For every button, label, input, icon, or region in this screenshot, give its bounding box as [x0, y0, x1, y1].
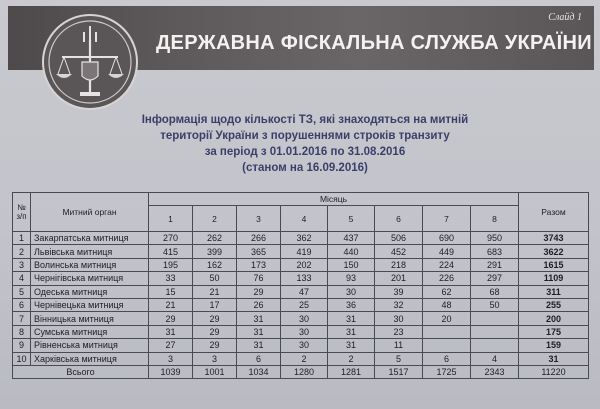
month-value-cell: 4	[471, 352, 519, 365]
month-value-cell: 50	[193, 272, 237, 285]
transit-violations-table	[12, 192, 589, 379]
row-number-cell: 4	[13, 272, 31, 285]
month-total-cell: 1517	[375, 365, 423, 378]
row-total-cell: 1109	[519, 272, 589, 285]
table-row	[13, 258, 589, 271]
month-value-cell: 291	[471, 258, 519, 271]
table-row	[13, 339, 589, 352]
month-total-cell: 1034	[237, 365, 281, 378]
month-value-cell: 62	[423, 285, 471, 298]
month-header: 5	[328, 206, 375, 232]
month-total-cell: 1039	[149, 365, 193, 378]
month-value-cell: 30	[328, 285, 375, 298]
month-value-cell: 30	[375, 312, 423, 325]
month-value-cell: 226	[423, 272, 471, 285]
month-value-cell: 31	[328, 312, 375, 325]
month-value-cell: 3	[193, 352, 237, 365]
agency-title: ДЕРЖАВНА ФІСКАЛЬНА СЛУЖБА УКРАЇНИ	[156, 32, 592, 54]
table-row	[13, 325, 589, 338]
month-value-cell: 31	[237, 339, 281, 352]
month-value-cell: 440	[328, 245, 375, 258]
month-value-cell: 31	[237, 312, 281, 325]
month-value-cell: 39	[375, 285, 423, 298]
month-value-cell: 29	[193, 312, 237, 325]
month-value-cell: 30	[281, 339, 328, 352]
month-value-cell: 162	[193, 258, 237, 271]
table-row	[13, 298, 589, 311]
month-header: 1	[149, 206, 193, 232]
month-total-cell: 1001	[193, 365, 237, 378]
row-total-cell: 175	[519, 325, 589, 338]
month-header: 8	[471, 206, 519, 232]
row-total-cell: 3743	[519, 232, 589, 245]
month-value-cell	[471, 325, 519, 338]
row-total-cell: 31	[519, 352, 589, 365]
month-header: 4	[281, 206, 328, 232]
month-value-cell: 31	[328, 339, 375, 352]
month-header: 7	[423, 206, 471, 232]
month-value-cell: 365	[237, 245, 281, 258]
month-value-cell: 30	[281, 312, 328, 325]
month-value-cell: 950	[471, 232, 519, 245]
customs-office-cell: Вінницька митниця	[31, 312, 149, 325]
row-total-cell: 1615	[519, 258, 589, 271]
month-value-cell: 2	[281, 352, 328, 365]
total-label: Всього	[13, 365, 149, 378]
row-number-cell: 2	[13, 245, 31, 258]
table-row	[13, 285, 589, 298]
col-header-num: № з/п	[13, 193, 31, 232]
col-header-month: Місяць	[149, 193, 519, 206]
table-row	[13, 272, 589, 285]
month-value-cell: 449	[423, 245, 471, 258]
month-value-cell: 415	[149, 245, 193, 258]
month-total-cell: 1281	[328, 365, 375, 378]
month-value-cell: 506	[375, 232, 423, 245]
month-header: 3	[237, 206, 281, 232]
month-value-cell: 6	[423, 352, 471, 365]
month-value-cell: 690	[423, 232, 471, 245]
month-value-cell: 32	[375, 298, 423, 311]
month-header: 2	[193, 206, 237, 232]
row-total-cell: 3622	[519, 245, 589, 258]
customs-office-cell: Харківська митниця	[31, 352, 149, 365]
row-number-cell: 6	[13, 298, 31, 311]
month-value-cell: 11	[375, 339, 423, 352]
customs-office-cell: Волинська митниця	[31, 258, 149, 271]
month-value-cell: 31	[237, 325, 281, 338]
month-total-cell: 1725	[423, 365, 471, 378]
month-value-cell: 202	[281, 258, 328, 271]
report-line-1: Інформація щодо кількості ТЗ, які знаходяться на митній	[141, 114, 469, 126]
month-value-cell: 50	[471, 298, 519, 311]
row-number-cell: 10	[13, 352, 31, 365]
month-value-cell: 2	[328, 352, 375, 365]
month-value-cell: 5	[375, 352, 423, 365]
row-total-cell: 255	[519, 298, 589, 311]
table-row	[13, 312, 589, 325]
month-value-cell: 262	[193, 232, 237, 245]
row-number-cell: 3	[13, 258, 31, 271]
month-value-cell: 29	[193, 339, 237, 352]
month-value-cell: 683	[471, 245, 519, 258]
month-value-cell: 173	[237, 258, 281, 271]
tax-service-emblem-icon	[40, 12, 140, 112]
report-line-4: (станом на 16.09.2016)	[242, 162, 368, 174]
month-value-cell: 133	[281, 272, 328, 285]
report-line-3: за період з 01.01.2016 по 31.08.2016	[204, 146, 406, 158]
month-value-cell: 29	[237, 285, 281, 298]
month-value-cell: 25	[281, 298, 328, 311]
month-value-cell: 399	[193, 245, 237, 258]
month-value-cell: 270	[149, 232, 193, 245]
table-row	[13, 232, 589, 245]
month-value-cell: 201	[375, 272, 423, 285]
month-value-cell: 26	[237, 298, 281, 311]
customs-office-cell: Чернігівська митниця	[31, 272, 149, 285]
month-value-cell	[471, 339, 519, 352]
month-value-cell: 23	[375, 325, 423, 338]
month-value-cell: 6	[237, 352, 281, 365]
month-value-cell: 27	[149, 339, 193, 352]
col-header-total: Разом	[519, 193, 589, 232]
grand-total-cell: 11220	[519, 365, 589, 378]
month-value-cell: 30	[281, 325, 328, 338]
month-total-cell: 1280	[281, 365, 328, 378]
month-value-cell: 47	[281, 285, 328, 298]
row-total-cell: 200	[519, 312, 589, 325]
row-number-cell: 8	[13, 325, 31, 338]
month-value-cell: 3	[149, 352, 193, 365]
month-value-cell: 419	[281, 245, 328, 258]
month-value-cell: 195	[149, 258, 193, 271]
month-value-cell: 452	[375, 245, 423, 258]
month-value-cell	[423, 339, 471, 352]
customs-office-cell: Закарпатська митниця	[31, 232, 149, 245]
month-value-cell: 150	[328, 258, 375, 271]
month-value-cell: 437	[328, 232, 375, 245]
month-value-cell: 48	[423, 298, 471, 311]
month-value-cell: 21	[149, 298, 193, 311]
table-total-row	[13, 365, 589, 378]
month-value-cell: 297	[471, 272, 519, 285]
report-line-2: території України з порушеннями строків транзиту	[160, 130, 450, 142]
month-value-cell: 266	[237, 232, 281, 245]
month-value-cell	[471, 312, 519, 325]
slide-label: Слайд 1	[548, 12, 582, 23]
month-value-cell: 218	[375, 258, 423, 271]
month-value-cell: 76	[237, 272, 281, 285]
month-value-cell	[423, 325, 471, 338]
month-value-cell: 68	[471, 285, 519, 298]
month-value-cell: 17	[193, 298, 237, 311]
col-header-org: Митний орган	[31, 193, 149, 232]
month-value-cell: 362	[281, 232, 328, 245]
row-number-cell: 5	[13, 285, 31, 298]
month-value-cell: 224	[423, 258, 471, 271]
month-value-cell: 21	[193, 285, 237, 298]
month-value-cell: 93	[328, 272, 375, 285]
customs-office-cell: Львівська митниця	[31, 245, 149, 258]
month-value-cell: 15	[149, 285, 193, 298]
row-number-cell: 7	[13, 312, 31, 325]
month-total-cell: 2343	[471, 365, 519, 378]
table-row	[13, 352, 589, 365]
month-value-cell: 33	[149, 272, 193, 285]
customs-office-cell: Сумська митниця	[31, 325, 149, 338]
month-header: 6	[375, 206, 423, 232]
table-row	[13, 245, 589, 258]
row-number-cell: 1	[13, 232, 31, 245]
month-value-cell: 20	[423, 312, 471, 325]
report-heading	[90, 112, 520, 176]
customs-office-cell: Одеська митниця	[31, 285, 149, 298]
customs-office-cell: Чернівецька митниця	[31, 298, 149, 311]
month-value-cell: 36	[328, 298, 375, 311]
month-value-cell: 29	[149, 312, 193, 325]
customs-office-cell: Рівненська митниця	[31, 339, 149, 352]
month-value-cell: 31	[328, 325, 375, 338]
month-value-cell: 29	[193, 325, 237, 338]
row-number-cell: 9	[13, 339, 31, 352]
row-total-cell: 159	[519, 339, 589, 352]
row-total-cell: 311	[519, 285, 589, 298]
month-value-cell: 31	[149, 325, 193, 338]
